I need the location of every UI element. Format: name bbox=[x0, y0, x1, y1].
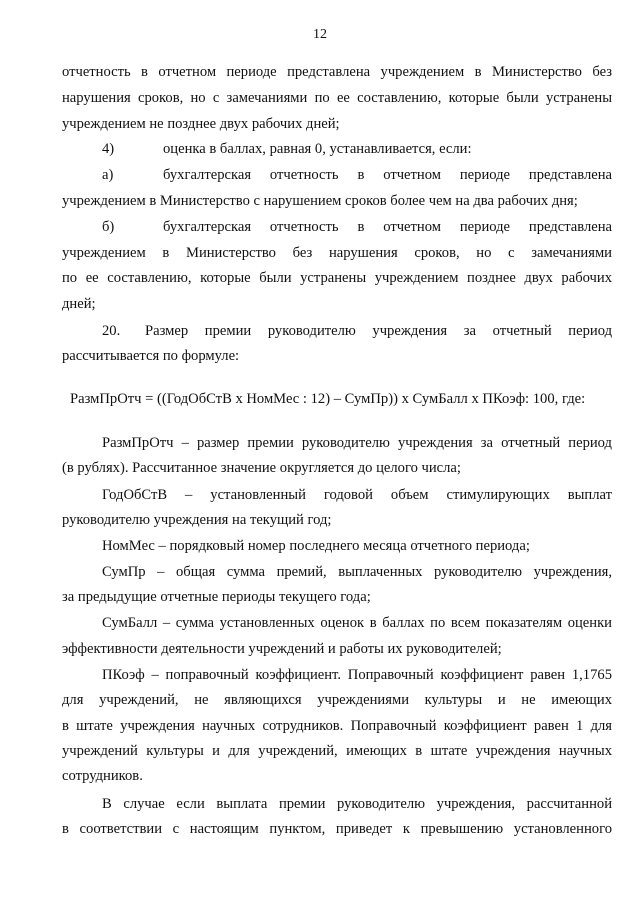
text-line: за предыдущие отчетные периоды текущего года; bbox=[62, 589, 371, 605]
text-line: учреждением в Министерство с нарушением сроков более чем на два рабочих дня; bbox=[62, 193, 578, 209]
text-line: ПКоэф – поправочный коэффициент. Поправочный коэффициент равен 1,1765 bbox=[102, 667, 612, 683]
text-line: в штате учреждения научных сотрудников. Поправочный коэффициент равен 1 для bbox=[62, 718, 612, 734]
list-marker: а) bbox=[102, 167, 114, 183]
text-line: рассчитывается по формуле: bbox=[62, 348, 240, 364]
text-line: учреждением не позднее двух рабочих дней; bbox=[62, 116, 340, 132]
text-line: для учреждений, не являющихся учреждениями культуры и не имеющих bbox=[62, 692, 612, 708]
text-line: Размер премии руководителю учреждения за отчетный период bbox=[145, 323, 612, 339]
text-line: в соответствии с настоящим пунктом, приведет к превышению установленного bbox=[62, 821, 612, 837]
text-line: ГодОбСтВ – установленный годовой объем стимулирующих выплат bbox=[102, 487, 612, 503]
text-line: руководителю учреждения на текущий год; bbox=[62, 512, 332, 528]
text-line: по ее составлению, которые были устранены учреждением позднее двух рабочих bbox=[62, 270, 612, 286]
text-line: нарушения сроков, но с замечаниями по ее составлению, которые были устранены bbox=[62, 90, 612, 106]
text-line: СумПр – общая сумма премий, выплаченных руководителю учреждения, bbox=[102, 564, 612, 580]
text-line: сотрудников. bbox=[62, 768, 143, 784]
list-marker: 4) bbox=[102, 141, 115, 157]
text-line: отчетность в отчетном периоде представлена учреждением в Министерство без bbox=[62, 64, 612, 80]
text-line: эффективности деятельности учреждений и работы их руководителей; bbox=[62, 641, 502, 657]
formula: РазмПрОтч = ((ГодОбСтВ х НомМес : 12) – СумПр)) х СумБалл х ПКоэф: 100, где: bbox=[70, 391, 586, 407]
text-line: учреждений культуры и для учреждений, имеющих в штате учреждения научных bbox=[62, 743, 612, 759]
text-line: дней; bbox=[62, 296, 96, 312]
list-marker: 20. bbox=[102, 323, 121, 339]
text-line: НомМес – порядковый номер последнего месяца отчетного периода; bbox=[102, 538, 530, 554]
list-marker: б) bbox=[102, 219, 115, 235]
page-number: 12 bbox=[313, 27, 327, 42]
text-line: бухгалтерская отчетность в отчетном периоде представлена bbox=[163, 219, 612, 235]
text-line: бухгалтерская отчетность в отчетном периоде представлена bbox=[163, 167, 612, 183]
text-line: (в рублях). Рассчитанное значение округляется до целого числа; bbox=[62, 460, 461, 476]
text-line: СумБалл – сумма установленных оценок в баллах по всем показателям оценки bbox=[102, 615, 612, 631]
text-line: РазмПрОтч – размер премии руководителю учреждения за отчетный период bbox=[102, 435, 612, 451]
text-line: оценка в баллах, равная 0, устанавливается, если: bbox=[163, 141, 472, 157]
text-line: В случае если выплата премии руководителю учреждения, рассчитанной bbox=[102, 796, 612, 812]
text-line: учреждением в Министерство без нарушения сроков, но с замечаниями bbox=[62, 245, 612, 261]
